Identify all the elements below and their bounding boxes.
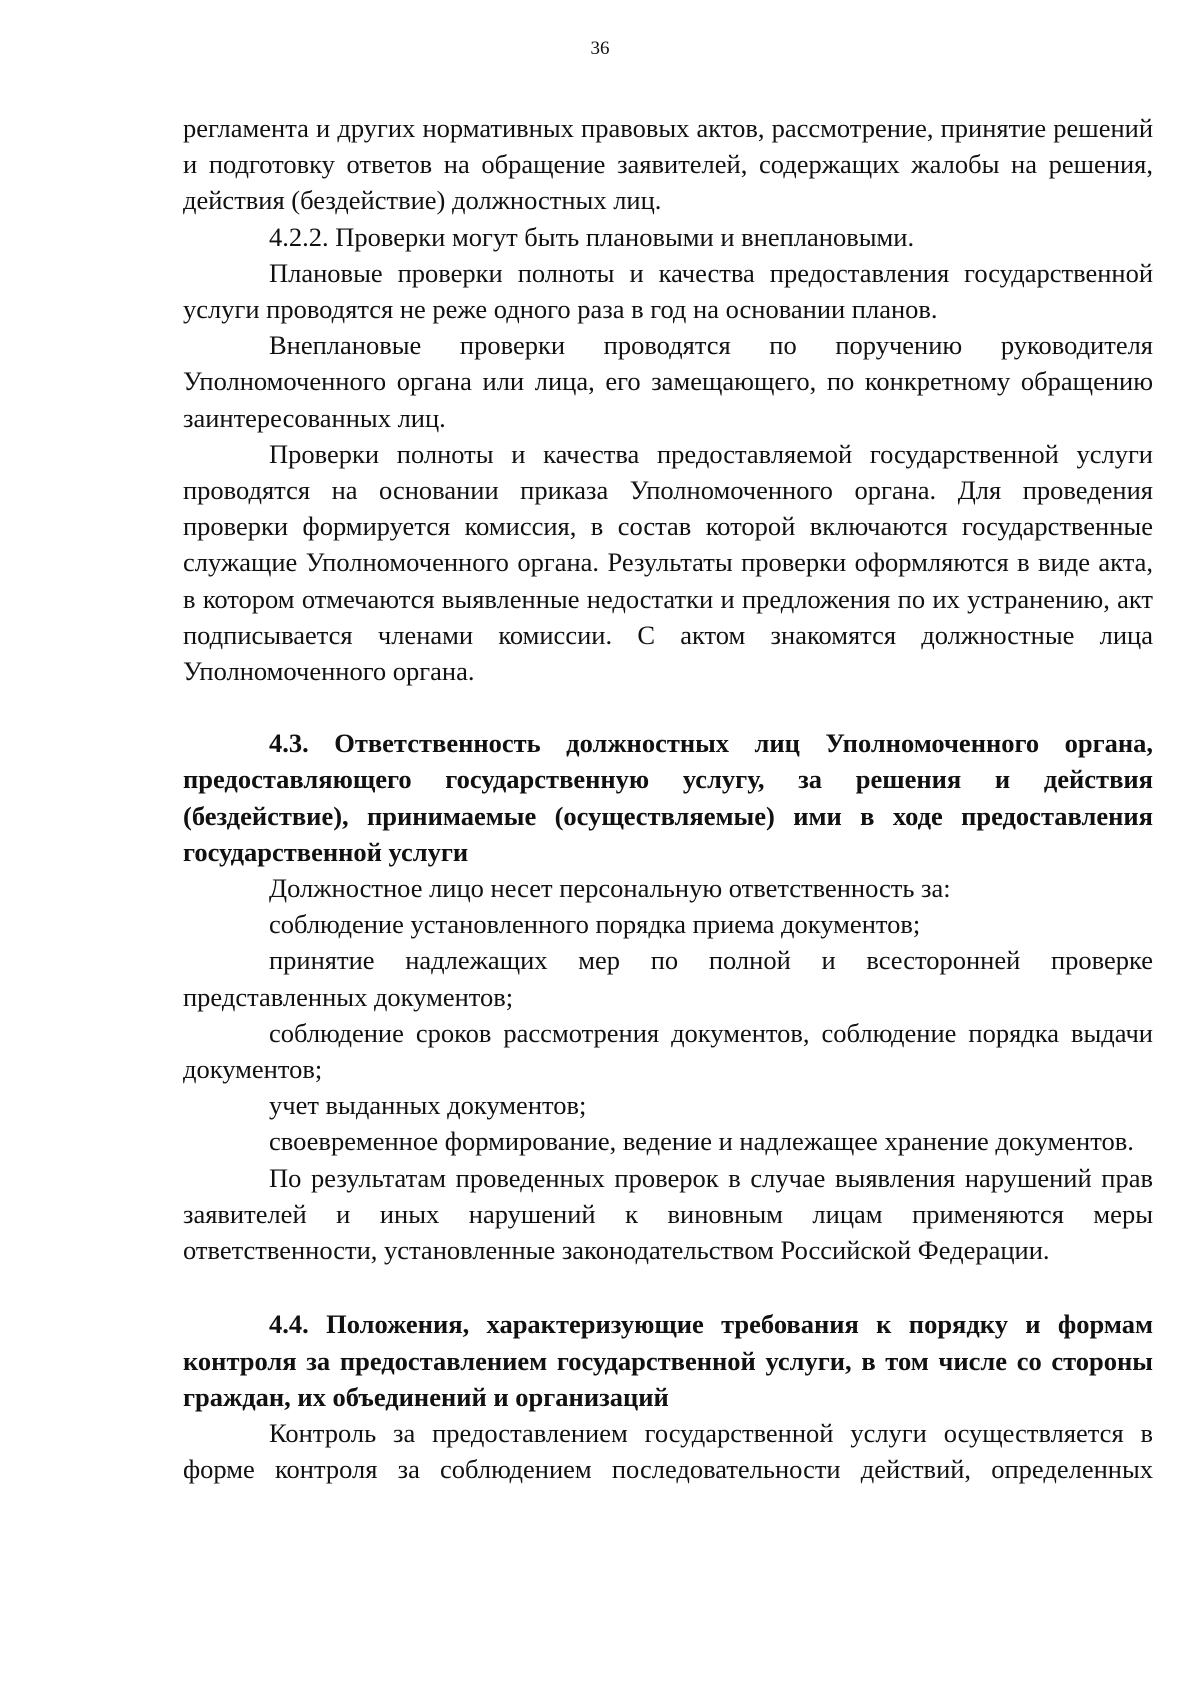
responsibility-intro: Должностное лицо несет персональную ответственность за: <box>269 873 951 904</box>
paragraph-planned-checks: Плановые проверки полноты и качества предоставления государственной услуги проводятся не реже одного раза в год на основании планов. <box>183 257 1153 325</box>
control-paragraph: Контроль за предоставлением государственной услуги осуществляется в форме контроля за соблюдением последовательности действий, определенных <box>183 1417 1153 1485</box>
paragraph-unplanned-checks: Внеплановые проверки проводятся по поручению руководителя Уполномоченного органа или лица, его замещающего, по конкретному обращению заинтересованных лиц. <box>183 330 1153 433</box>
section-spacer <box>183 689 1153 725</box>
section-spacer <box>183 1268 1153 1306</box>
paragraph-continuation: регламента и других нормативных правовых актов, рассмотрение, принятие решений и подготовку ответов на обращение заявителей, содержащих жалобы на решения, действия (бездействие) должностных лиц. <box>183 113 1153 216</box>
document-body <box>183 110 1153 1487</box>
responsibility-item: соблюдение сроков рассмотрения документов, соблюдение порядка выдачи документов; <box>183 1017 1153 1085</box>
responsibility-item: своевременное формирование, ведение и надлежащее хранение документов. <box>269 1126 1134 1157</box>
section-4-4-heading: 4.4. Положения, характеризующие требования к порядку и формам контроля за предоставлением государственной услуги, в том числе со стороны граждан, их объединений и организаций <box>183 1309 1153 1412</box>
paragraph-4-2-2: 4.2.2. Проверки могут быть плановыми и внеплановыми. <box>269 221 915 252</box>
responsibility-item: учет выданных документов; <box>269 1090 587 1121</box>
page-number: 36 <box>590 38 610 59</box>
responsibility-item: соблюдение установленного порядка приема документов; <box>269 909 921 940</box>
responsibility-closing: По результатам проведенных проверок в случае выявления нарушений прав заявителей и иных нарушений к виновным лицам применяются меры ответственности, установленные законодательством Российской Федерации. <box>183 1162 1153 1266</box>
section-4-3-heading: 4.3. Ответственность должностных лиц Уполномоченного органа, предоставляющего государственную услугу, за решения и действия (бездействие), принимаемые (осуществляемые) ими в ходе предоставления государственной услуги <box>183 728 1153 867</box>
paragraph-check-procedure: Проверки полноты и качества предоставляемой государственной услуги проводятся на основании приказа Уполномоченного органа. Для проведения проверки формируется комиссия, в состав которой включаются государственные служащие Уполномоченного органа. Результаты проверки оформляются в виде акта, в котором отмечаются выявленные недостатки и предложения по их устранению, акт подписывается членами комиссии. С актом знакомятся должностные лица Уполномоченного органа. <box>183 438 1153 687</box>
responsibility-item: принятие надлежащих мер по полной и всесторонней проверке представленных документов; <box>183 945 1153 1012</box>
